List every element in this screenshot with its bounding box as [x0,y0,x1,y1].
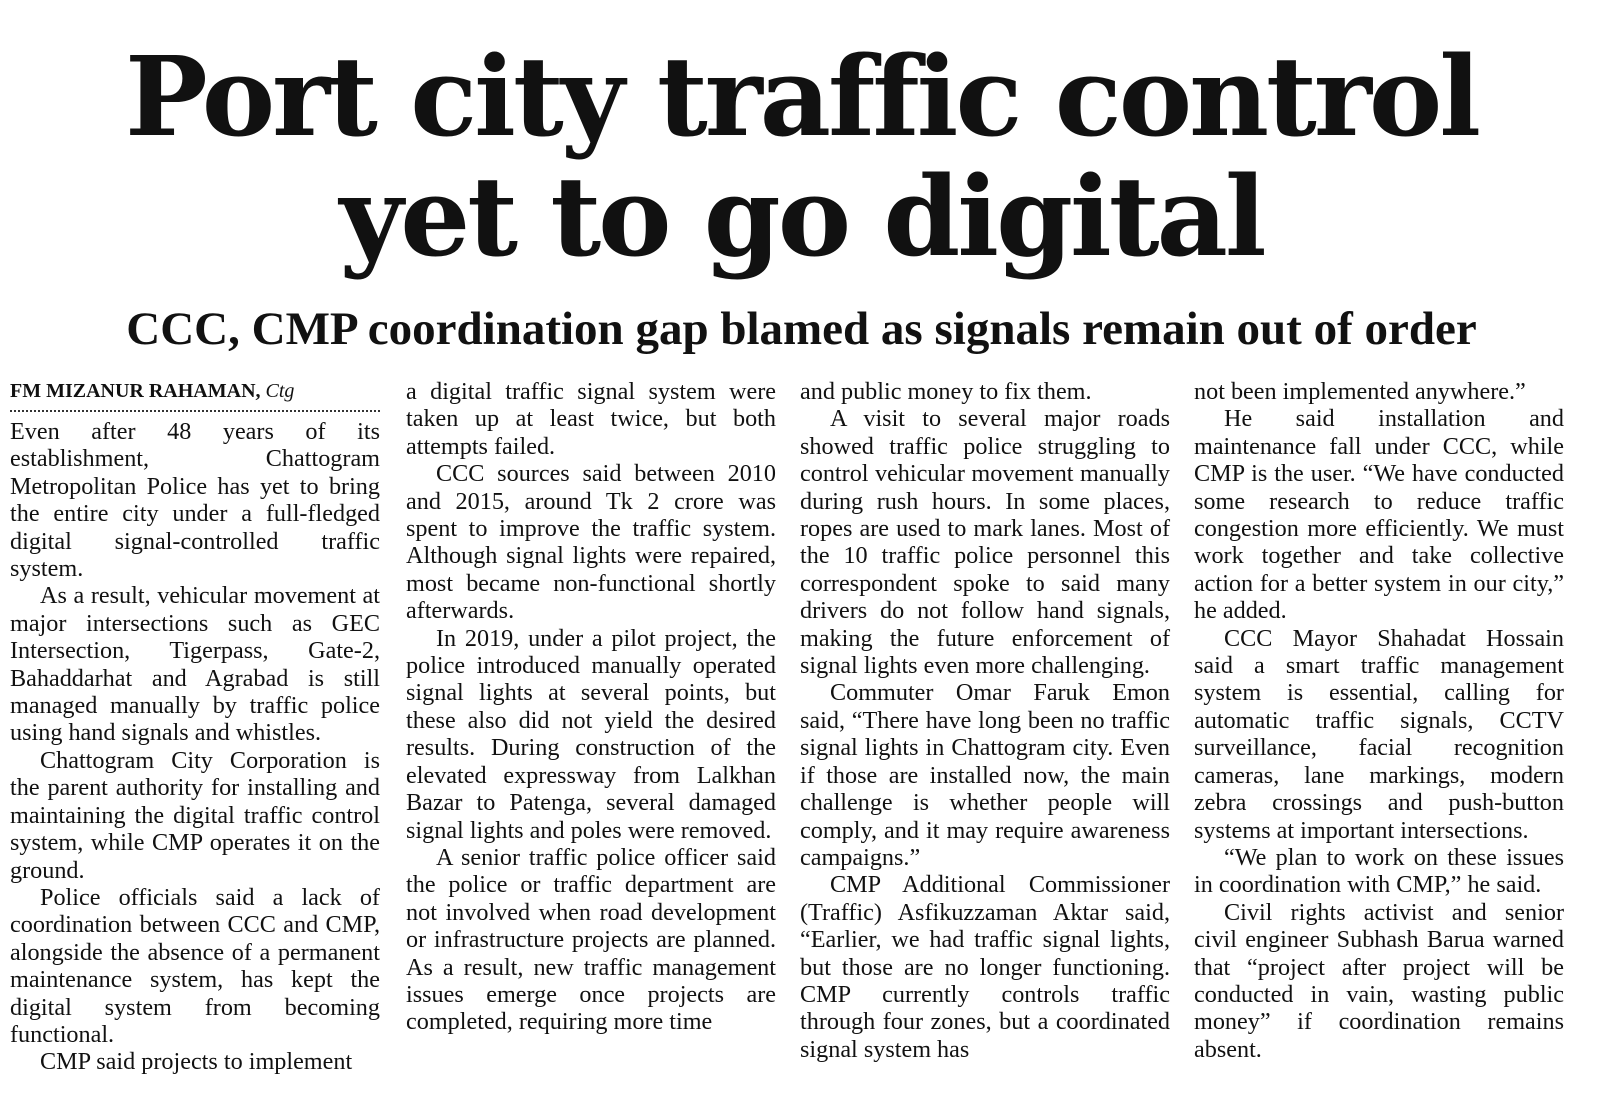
paragraph: CCC sources said between 2010 and 2015, around Tk 2 crore was spent to improve the traffic system. Although signal lights were repaired, most became non-functional shortly afterwards. [406,460,776,625]
paragraph: Police officials said a lack of coordination between CCC and CMP, alongside the absence of a permanent maintenance system, has kept the digital system from becoming functional. [10,883,380,1048]
article-column-2 [406,378,776,1036]
byline [10,378,380,412]
paragraph: CCC Mayor Shahadat Hossain said a smart traffic management system is essential, calling for automatic traffic signals, CCTV surveillance, facial recognition cameras, lane markings, modern zebra crossings and push-button systems at important intersections. [1194,624,1564,844]
paragraph: Even after 48 years of its establishment, Chattogram Metropolitan Police has yet to bring the entire city under a full-fledged digital signal-controlled traffic system. [10,418,380,583]
headline-line-1: Port city traffic control [125,32,1478,161]
article-column-1 [10,378,380,1076]
paragraph: and public money to fix them. [800,378,1092,405]
paragraph: Civil rights activist and senior civil engineer Subhash Barua warned that “project after project will be conducted in vain, wasting public money” if coordination remains absent. [1194,898,1564,1063]
paragraph: “We plan to work on these issues in coordination with CMP,” he said. [1194,843,1564,899]
paragraph: A senior traffic police officer said the police or traffic department are not involved when road development or infrastructure projects are planned. As a result, new traffic management issues emerge once projects are completed, requiring more time [406,843,776,1036]
subheadline: CCC, CMP coordination gap blamed as signals remain out of order [126,303,1477,355]
byline-author: FM MIZANUR RAHAMAN, [10,380,261,402]
byline-location: Ctg [265,380,295,402]
paragraph: Commuter Omar Faruk Emon said, “There have long been no traffic signal lights in Chattogram city. Even if those are installed now, the main challenge is whether people will comply, and it may require awareness campaigns.” [800,679,1170,871]
article-column-3 [800,378,1170,1063]
headline-line-2: yet to go digital [339,152,1264,281]
paragraph: a digital traffic signal system were taken up at least twice, but both attempts failed. [406,378,776,460]
paragraph: CMP Additional Commissioner (Traffic) Asfikuzzaman Aktar said, “Earlier, we had traffic signal lights, but those are no longer functioning. CMP currently controls traffic through four zones, but a coordinated signal system has [800,871,1170,1063]
paragraph: He said installation and maintenance fall under CCC, while CMP is the user. “We have conducted some research to reduce traffic congestion more efficiently. We must work together and take collective action for a better system in our city,” he added. [1194,405,1564,625]
paragraph: CMP said projects to implement [40,1048,353,1076]
paragraph: Chattogram City Corporation is the parent authority for installing and maintaining the digital traffic control system, while CMP operates it on the ground. [10,746,380,884]
paragraph: A visit to several major roads showed traffic police struggling to control vehicular movement manually during rush hours. In some places, ropes are used to mark lanes. Most of the 10 traffic police personnel this correspondent spoke to said many drivers do not follow hand signals, making the future enforcement of signal lights even more challenging. [800,405,1170,680]
paragraph: As a result, vehicular movement at major intersections such as GEC Intersection, Tigerpass, Gate-2, Bahaddarhat and Agrabad is still managed manually by traffic police using hand signals and whistles. [10,582,380,747]
article-column-4 [1194,378,1564,1063]
paragraph: In 2019, under a pilot project, the police introduced manually operated signal lights at several points, but these also did not yield the desired results. During construction of the elevated expressway from Lalkhan Bazar to Patenga, several damaged signal lights and poles were removed. [406,624,776,844]
paragraph: not been implemented anywhere.” [1194,378,1526,405]
